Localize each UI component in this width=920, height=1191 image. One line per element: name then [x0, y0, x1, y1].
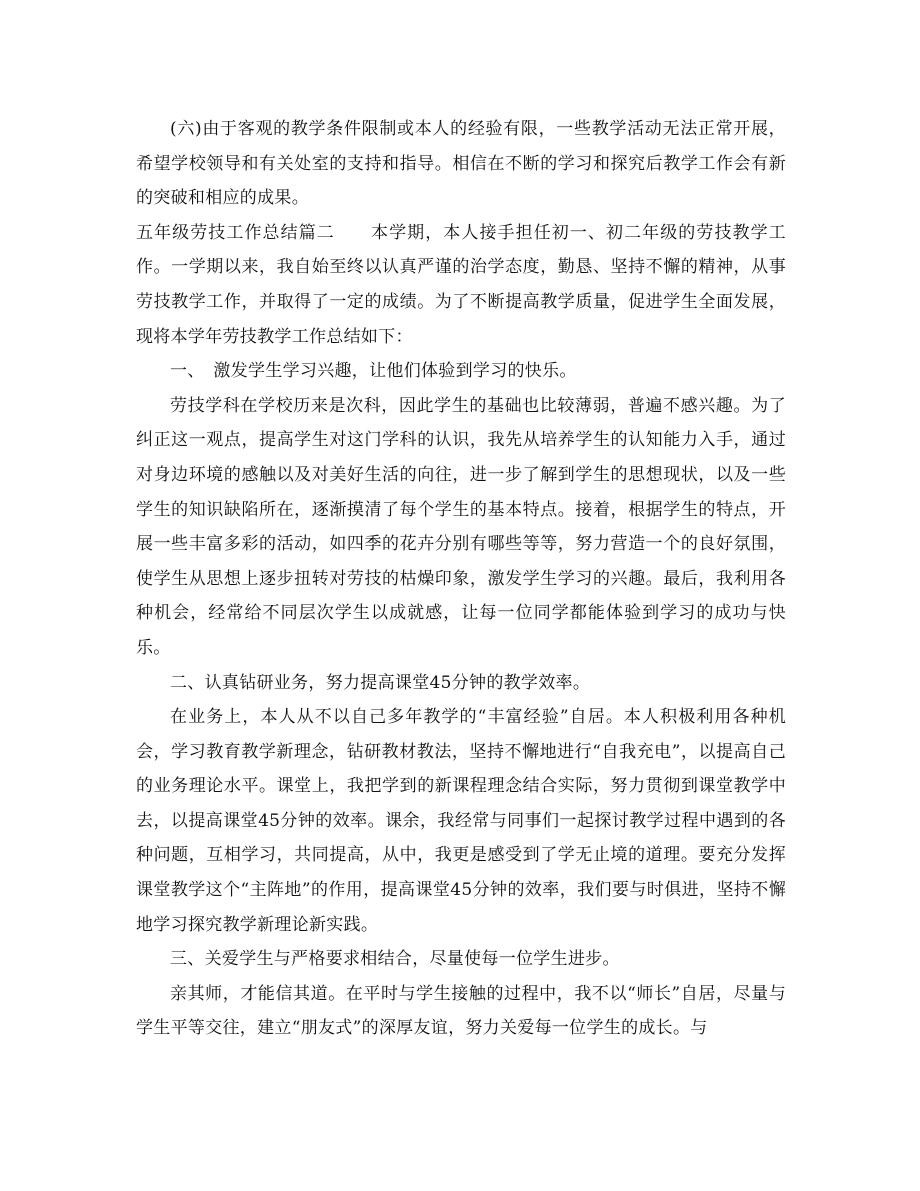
section-heading-one: 一、 激发学生学习兴趣，让他们体验到学习的快乐。: [170, 361, 577, 382]
document-page: [136, 112, 786, 1046]
paragraph-section-two-body: 在业务上，本人从不以自己多年教学的“丰富经验”自居。本人积极利用各种机会，学习教育教学新理念，钻研教材教法，坚持不懈地进行“自我充电”，以提高自己的业务理论水平。课堂上，我把学到的新课程理念结合实际，努力贯彻到课堂教学中去，以提高课堂45分钟的效率。课余，我经常与同事们一起探讨教学过程中遇到的各种问题，互相学习，共同提高，从中，我更是感受到了学无止境的道理。要充分发挥课堂教学这个“主阵地”的作用，提高课堂45分钟的效率，我们要与时俱进，坚持不懈地学习探究教学新理论新实践。: [136, 707, 786, 935]
paragraph-section-three-body: 亲其师，才能信其道。在平时与学生接触的过程中，我不以“师长”自居，尽量与学生平等交往，建立“朋友式”的深厚友谊，努力关爱每一位学生的成长。与: [136, 983, 786, 1039]
section-heading-three: 三、关爱学生与严格要求相结合，尽量使每一位学生进步。: [170, 949, 620, 970]
paragraph-title-intro: 五年级劳技工作总结篇二 本学期，本人接手担任初一、初二年级的劳技教学工作。一学期以来，我自始至终以认真严谨的治学态度，勤恳、坚持不懈的精神，从事劳技教学工作，并取得了一定的成绩。为了不断提高教学质量，促进学生全面发展，现将本学年劳技教学工作总结如下：: [136, 222, 786, 347]
paragraph-conclusion-six: (六)由于客观的教学条件限制或本人的经验有限，一些教学活动无法正常开展，希望学校领导和有关处室的支持和指导。相信在不断的学习和探究后教学工作会有新的突破和相应的成果。: [136, 119, 786, 209]
section-heading-two: 二、认真钻研业务，努力提高课堂45分钟的教学效率。: [170, 672, 591, 693]
paragraph-section-one-body: 劳技学科在学校历来是次科，因此学生的基础也比较薄弱，普遍不感兴趣。为了纠正这一观点，提高学生对这门学科的认识，我先从培养学生的认知能力入手，通过对身边环境的感触以及对美好生活的向往，进一步了解到学生的思想现状，以及一些学生的知识缺陷所在，逐渐摸清了每个学生的基本特点。接着，根据学生的特点，开展一些丰富多彩的活动，如四季的花卉分别有哪些等等，努力营造一个的良好氛围，使学生从思想上逐步扭转对劳技的枯燥印象，激发学生学习的兴趣。最后，我利用各种机会，经常给不同层次学生以成就感，让每一位同学都能体验到学习的成功与快乐。: [136, 395, 786, 658]
